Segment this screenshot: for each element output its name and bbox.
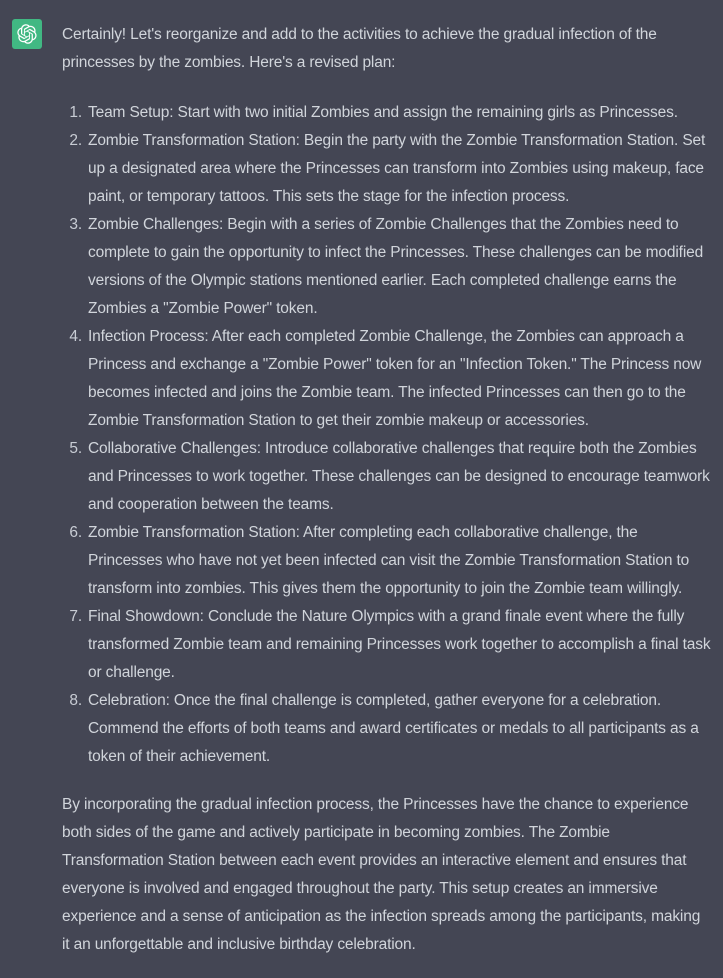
list-item-number: 7. — [69, 608, 82, 625]
intro-paragraph: Certainly! Let's reorganize and add to the activities to achieve the gradual infection of the princesses by the zombies. Here's a revised plan: — [62, 26, 657, 71]
list-item-text: Infection Process: After each completed Zombie Challenge, the Zombies can approach a Princess and exchange a "Zombie Power" token for an "Infection Token." The Princess now becomes infected and joins the Zombie team. The infected Princesses can then go to the Zombie Transformation Station to get their zombie makeup or accessories. — [88, 328, 702, 429]
outro-paragraph: By incorporating the gradual infection process, the Princesses have the chance to experience both sides of the game and actively participate in becoming zombies. The Zombie Transformation Station between each event provides an interactive element and ensures that everyone is involved and engaged throughout the party. This setup creates an immersive experience and a sense of anticipation as the infection spreads among the participants, making it an unforgettable and inclusive birthday celebration. — [62, 796, 701, 953]
message-text — [62, 21, 711, 959]
list-item — [62, 519, 711, 603]
list-item — [62, 435, 711, 519]
list-item-text: Celebration: Once the final challenge is completed, gather everyone for a celebration. Commend the efforts of both teams and award certificates or medals to all participants as a token of their achievement. — [88, 692, 699, 765]
list-item — [62, 127, 711, 211]
activity-plan-list — [62, 99, 711, 771]
list-item-text: Final Showdown: Conclude the Nature Olympics with a grand finale event where the fully transformed Zombie team and remaining Princesses work together to accomplish a final task or challenge. — [88, 608, 711, 681]
list-item-number: 5. — [69, 440, 82, 457]
list-item-number: 4. — [69, 328, 82, 345]
list-item-text: Zombie Transformation Station: Begin the party with the Zombie Transformation Station. Set up a designated area where the Princesses can transform into Zombies using makeup, face paint, or temporary tattoos. This sets the stage for the infection process. — [88, 132, 706, 205]
list-item-number: 2. — [69, 132, 82, 149]
list-item-number: 6. — [69, 524, 82, 541]
list-item-text: Collaborative Challenges: Introduce collaborative challenges that require both the Zombies and Princesses to work together. These challenges can be designed to encourage teamwork and cooperation between the teams. — [88, 440, 710, 513]
list-item — [62, 99, 711, 127]
list-item — [62, 211, 711, 323]
list-item-number: 8. — [69, 692, 82, 709]
list-item-text: Zombie Transformation Station: After completing each collaborative challenge, the Princesses who have not yet been infected can visit the Zombie Transformation Station to transform into zombies. This gives them the opportunity to join the Zombie team willingly. — [88, 524, 690, 597]
list-item-text: Zombie Challenges: Begin with a series of Zombie Challenges that the Zombies need to complete to gain the opportunity to infect the Princesses. These challenges can be modified versions of the Olympic stations mentioned earlier. Each completed challenge earns the Zombies a "Zombie Power" token. — [88, 216, 704, 317]
list-item — [62, 603, 711, 687]
openai-logo-icon — [17, 24, 37, 44]
assistant-avatar — [12, 19, 42, 49]
list-item-number: 3. — [69, 216, 82, 233]
list-item — [62, 323, 711, 435]
list-item — [62, 687, 711, 771]
list-item-number: 1. — [69, 104, 82, 121]
list-item-text: Team Setup: Start with two initial Zombies and assign the remaining girls as Princesses. — [88, 104, 678, 121]
